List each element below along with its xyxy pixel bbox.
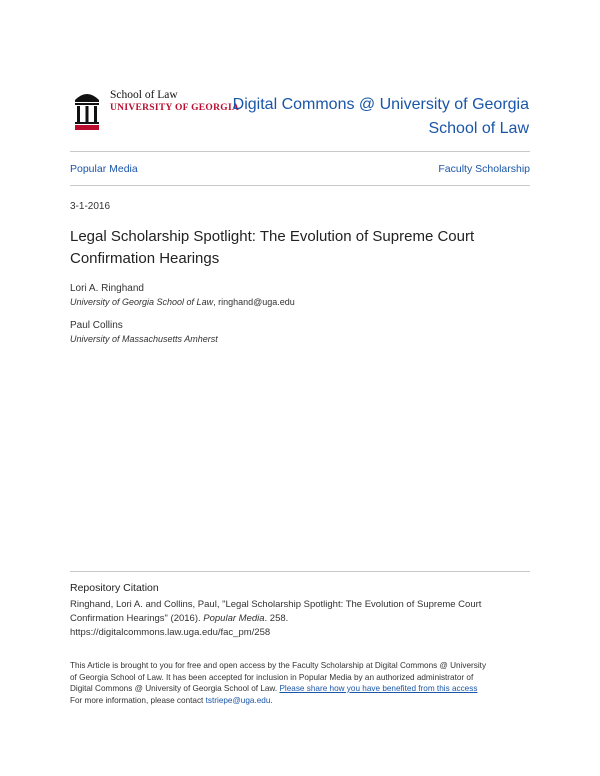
citation-divider [70, 571, 530, 572]
author-affiliation-institution: University of Georgia School of Law [70, 297, 214, 307]
popular-media-link[interactable]: Popular Media [70, 163, 138, 175]
author-name: Paul Collins [70, 320, 123, 331]
logo-university-text: UNIVERSITY OF GEORGIA [110, 103, 240, 113]
article-title-line2: Confirmation Hearings [70, 250, 220, 267]
author-email: , ringhand@uga.edu [213, 297, 295, 307]
author-name: Lori A. Ringhand [70, 283, 144, 294]
share-benefit-link[interactable]: Please share how you have benefited from this access [279, 684, 478, 693]
logo-school-of-law-text: School of Law [110, 89, 178, 101]
site-title-line2: School of Law [428, 120, 529, 137]
access-notice-line2: of Georgia School of Law. It has been accepted for inclusion in Popular Media by an authorized administrator of [70, 672, 474, 682]
access-notice-line1: This Article is brought to you for free and open access by the Faculty Scholarship at Digital Commons @ University [70, 661, 487, 670]
article-title [70, 226, 530, 270]
access-notice-line4 [70, 695, 530, 707]
publication-date: 3-1-2016 [70, 201, 111, 212]
citation-series-name: Popular Media [203, 613, 265, 624]
author-affiliation-institution: University of Massachusetts Amherst [70, 334, 218, 344]
school-logo[interactable] [72, 86, 240, 134]
contact-suffix: . [270, 695, 273, 705]
header-divider [70, 151, 530, 152]
access-notice [70, 660, 530, 706]
citation-line2 [70, 612, 530, 626]
site-title-link[interactable] [233, 93, 529, 141]
arch-logo-icon [72, 86, 102, 130]
citation-url: https://digitalcommons.law.uga.edu/fac_pm/258 [70, 627, 271, 638]
nav-divider [70, 185, 530, 186]
repository-citation-heading: Repository Citation [70, 582, 159, 594]
faculty-scholarship-link[interactable]: Faculty Scholarship [438, 163, 530, 175]
author-affiliation [70, 297, 295, 307]
citation-line2-prefix: Confirmation Hearings" (2016). [70, 613, 204, 624]
contact-prefix: For more information, please contact [70, 695, 206, 705]
repository-citation-text [70, 598, 530, 640]
contact-email-link[interactable]: tstriepe@uga.edu [205, 695, 271, 705]
article-title-line1: Legal Scholarship Spotlight: The Evolution of Supreme Court [70, 228, 475, 245]
access-notice-line3 [70, 683, 530, 695]
site-title-line1: Digital Commons @ University of Georgia [232, 96, 529, 113]
citation-line2-suffix: . 258. [264, 613, 289, 624]
access-notice-line3-prefix: Digital Commons @ University of Georgia School of Law. [70, 684, 280, 693]
author-affiliation [70, 334, 218, 344]
citation-line1: Ringhand, Lori A. and Collins, Paul, "Legal Scholarship Spotlight: The Evolution of Supreme Court [70, 599, 482, 610]
